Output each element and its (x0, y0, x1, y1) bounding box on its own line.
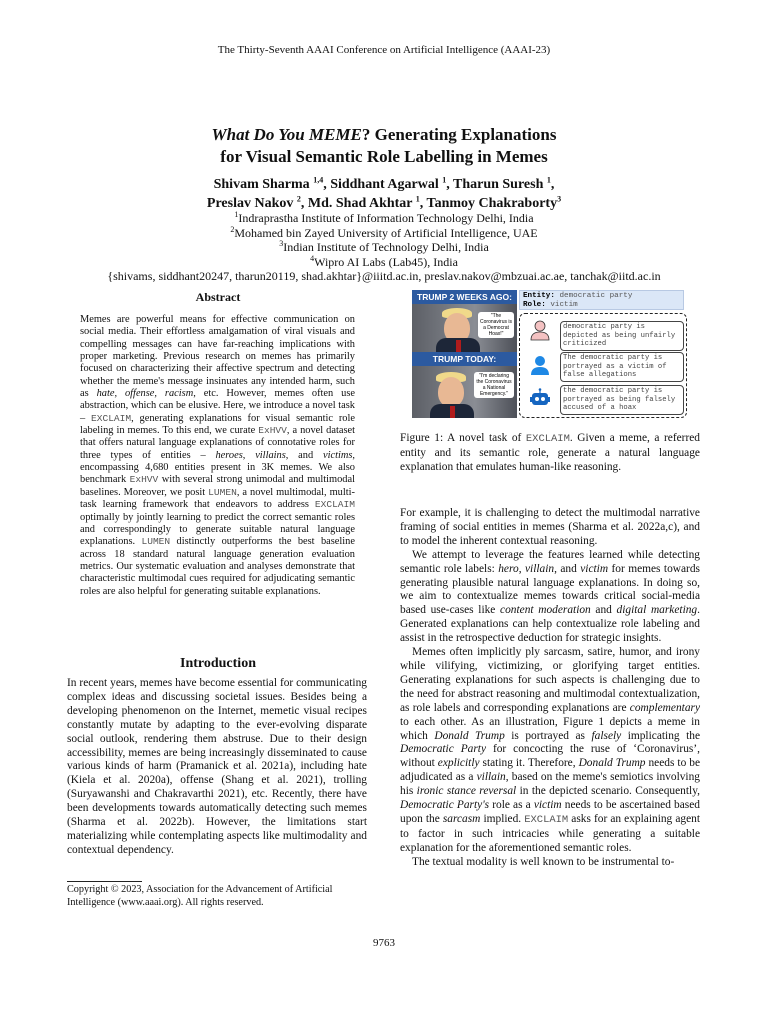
affil-sup: 1 (234, 210, 239, 219)
author-sup: 1 (415, 194, 420, 204)
paper-title (0, 124, 768, 168)
introduction-body (67, 677, 367, 858)
entity-role-box (519, 290, 684, 310)
title-line1-rest: ? Generating Explanations (361, 125, 557, 144)
page-number: 9763 (373, 937, 395, 949)
explanations-panel (519, 313, 687, 418)
meme-bottom-banner: TRUMP TODAY: (412, 352, 517, 366)
affiliation: Indraprastha Institute of Information Technology Delhi, India (238, 211, 534, 225)
meme-top-photo (412, 304, 517, 352)
explanation-1: democratic party is depicted as being unfairly criticized (560, 321, 684, 351)
affiliation: Wipro AI Labs (Lab45), India (314, 254, 458, 269)
title-line2: for Visual Semantic Role Labelling in Memes (220, 147, 548, 166)
abstract-heading: Abstract (195, 290, 241, 304)
figure-1 (412, 290, 687, 418)
author-sup: 1 (442, 175, 447, 185)
figure-caption: Figure 1: A novel task of EXCLAIM. Given a meme, a referred entity and its semantic role, generate a natural language explanation that emulates human-like reasoning. (400, 432, 701, 473)
author-name: Md. Shad Akhtar (307, 196, 413, 211)
affil-sup: 2 (230, 224, 235, 234)
entity-label: Entity: (523, 292, 555, 300)
author-sup: 1 (546, 175, 551, 185)
entity-value: democratic party (559, 292, 633, 300)
affil-sup: 3 (279, 239, 284, 248)
role-label: Role: (523, 301, 546, 309)
abstract-body: Memes are powerful means for effective communication on social media. Their effortless amalgamation of viral visuals and compelling messages can have far-reaching implications with proper marketing. Previous research on memes has primarily focused on characterizing their affective spectrum and detecting whether the meme's message insinuates any intended harm, such as hate, offense, racism, etc. However, memes often use abstraction, which can be elusive. Here, we introduce a novel task – EXCLAIM, generating explanations for visual semantic role labeling in memes. To this end, we curate ExHVV, a novel dataset that offers natural language explanations of connotative roles for three types of entities – heroes, villains, and victims, encompassing 4,680 entities present in 3K memes. We also benchmark ExHVV with several strong unimodal and multimodal baselines. Moreover, we posit LUMEN, a novel multimodal, multi-task learning framework that endeavors to address EXCLAIM optimally by jointly learning to predict the correct semantic roles and correspondingly to generate suitable natural language explanations. LUMEN distinctly outperforms the best baseline across 18 standard natural language generation evaluation metrics. Our systematic evaluation and analyses demonstrate that characteristic multimodal cues required for adjudicating semantic roles are also helpful for generating suitable explanations. (80, 314, 355, 597)
intro-paragraph: In recent years, memes have become essential for communicating complex ideas and discussing societal issues. Besides being a developing phenomenon on the Internet, memetic visual recipes constantly mutate by adapting to the ever-evolving disparate social outlook, rendering them abstruse. Due to their design accessibility, memes are being increasingly disseminated to cause various kinds of harm (Pramanick et al. 2021a), including hate (Kiela et al. 2020a), offense (Shang et al. 2021), trolling (Suryawanshi and Chakravarthi 2021), etc. Recently, there have been developments towards automatically detecting such memes (Sharma et al. 2022b). However, the limitations start materializing while contemplating aspects like multimodality and contextual dependency. (67, 677, 367, 856)
section-heading-introduction: Introduction (180, 656, 256, 671)
person-pink-icon (529, 319, 551, 341)
author-list: Shivam Sharma $^{1,4}$, Siddhant Agarwal $^1$, Tharun Suresh $^1$, Preslav Nakov $^2$, Md. Shad Akhtar $^1$, Tanmoy Chakraborty$^3$ (206, 175, 562, 211)
body-paragraph: Memes often implicitly ply sarcasm, satire, humor, and irony while vilifying, victimizing, or glorifying target entities. Generating explanations for such aspects is challenging due to the need for abstract reasoning and multimodal contextualization, as role labels and corresponding explanations are complementary to each other. As an illustration, Figure 1 depicts a meme in which Donald Trump is portrayed as falsely implicating the Democratic Party for concocting the ruse of ‘Coronavirus’, without explicitly stating it. Therefore, Donald Trump needs to be adjudicated as a villain, based on the meme's semiotics involving his ironic stance reversal in the depicted scenario. Consequently, Democratic Party's role as a victim needs to be ascertained based upon the sarcasm implied. EXCLAIM asks for an explaining agent to factor in such intricacies while generating a suitable explanation for the aforementioned semantic roles. (400, 646, 701, 854)
affil-sup: 4 (310, 253, 315, 263)
robot-icon (529, 388, 551, 410)
meme-bottom-photo (412, 366, 517, 418)
body-paragraph: For example, it is challenging to detect the multimodal narrative framing of social entities in memes (Sharma et al. 2022a,c), and to model the inherent contextual reasoning. (400, 507, 700, 547)
explanation-2: The democratic party is portrayed as a victim of false allegations (560, 352, 684, 382)
title-italic: What Do You MEME (211, 125, 362, 144)
affiliation: Mohamed bin Zayed University of Artificial Intelligence, UAE (234, 225, 538, 240)
conference-header: The Thirty-Seventh AAAI Conference on Artificial Intelligence (AAAI-23) (217, 44, 551, 56)
author-name: Tharun Suresh (452, 177, 544, 192)
right-column-body (400, 507, 700, 870)
author-name: Shivam Sharma (213, 177, 310, 192)
explanation-3: the democratic party is portrayed as being falsely accused of a hoax (560, 385, 684, 415)
author-name: Siddhant Agarwal (330, 177, 439, 192)
author-sup: 2 (296, 194, 301, 204)
author-sup: 3 (557, 194, 562, 204)
meme-bottom-quote: "I'm declaring the Coronavirus a National Emergency." (474, 372, 514, 398)
author-name: Tanmoy Chakraborty (426, 196, 558, 211)
body-paragraph: We attempt to leverage the features learned while detecting semantic role labels: hero, villain, and victim for memes towards generating plausible natural language explanations. In doing so, we aim to contextualize memes towards critical social-media based use-cases like content moderation and digital marketing. Generated explanations can help contextualize role labeling and assist in the retrospective deduction for strategic insights. (400, 548, 700, 645)
person-blue-icon (529, 354, 551, 376)
author-sup: 1,4 (313, 175, 324, 185)
affiliation: Indian Institute of Technology Delhi, India (283, 240, 489, 254)
affiliations (0, 211, 768, 284)
role-value: victim (550, 301, 578, 309)
meme-top-quote: "The Coronavirus is a Democrat Hoax!" (478, 312, 514, 338)
copyright-notice: Copyright © 2023, Association for the Advancement of Artificial Intelligence (www.aaai.org). All rights reserved. (67, 884, 333, 908)
author-emails: {shivams, siddhant20247, tharun20119, shad.akhtar}@iiitd.ac.in, preslav.nakov@mbzuai.ac.ae, tanchak@iitd.ac.in (107, 269, 661, 283)
author-name: Preslav Nakov (206, 196, 294, 211)
meme-image (412, 290, 517, 418)
footnote-rule (67, 881, 142, 882)
body-paragraph: The textual modality is well known to be instrumental to- (412, 855, 675, 868)
meme-top-banner: TRUMP 2 WEEKS AGO: (412, 290, 517, 304)
